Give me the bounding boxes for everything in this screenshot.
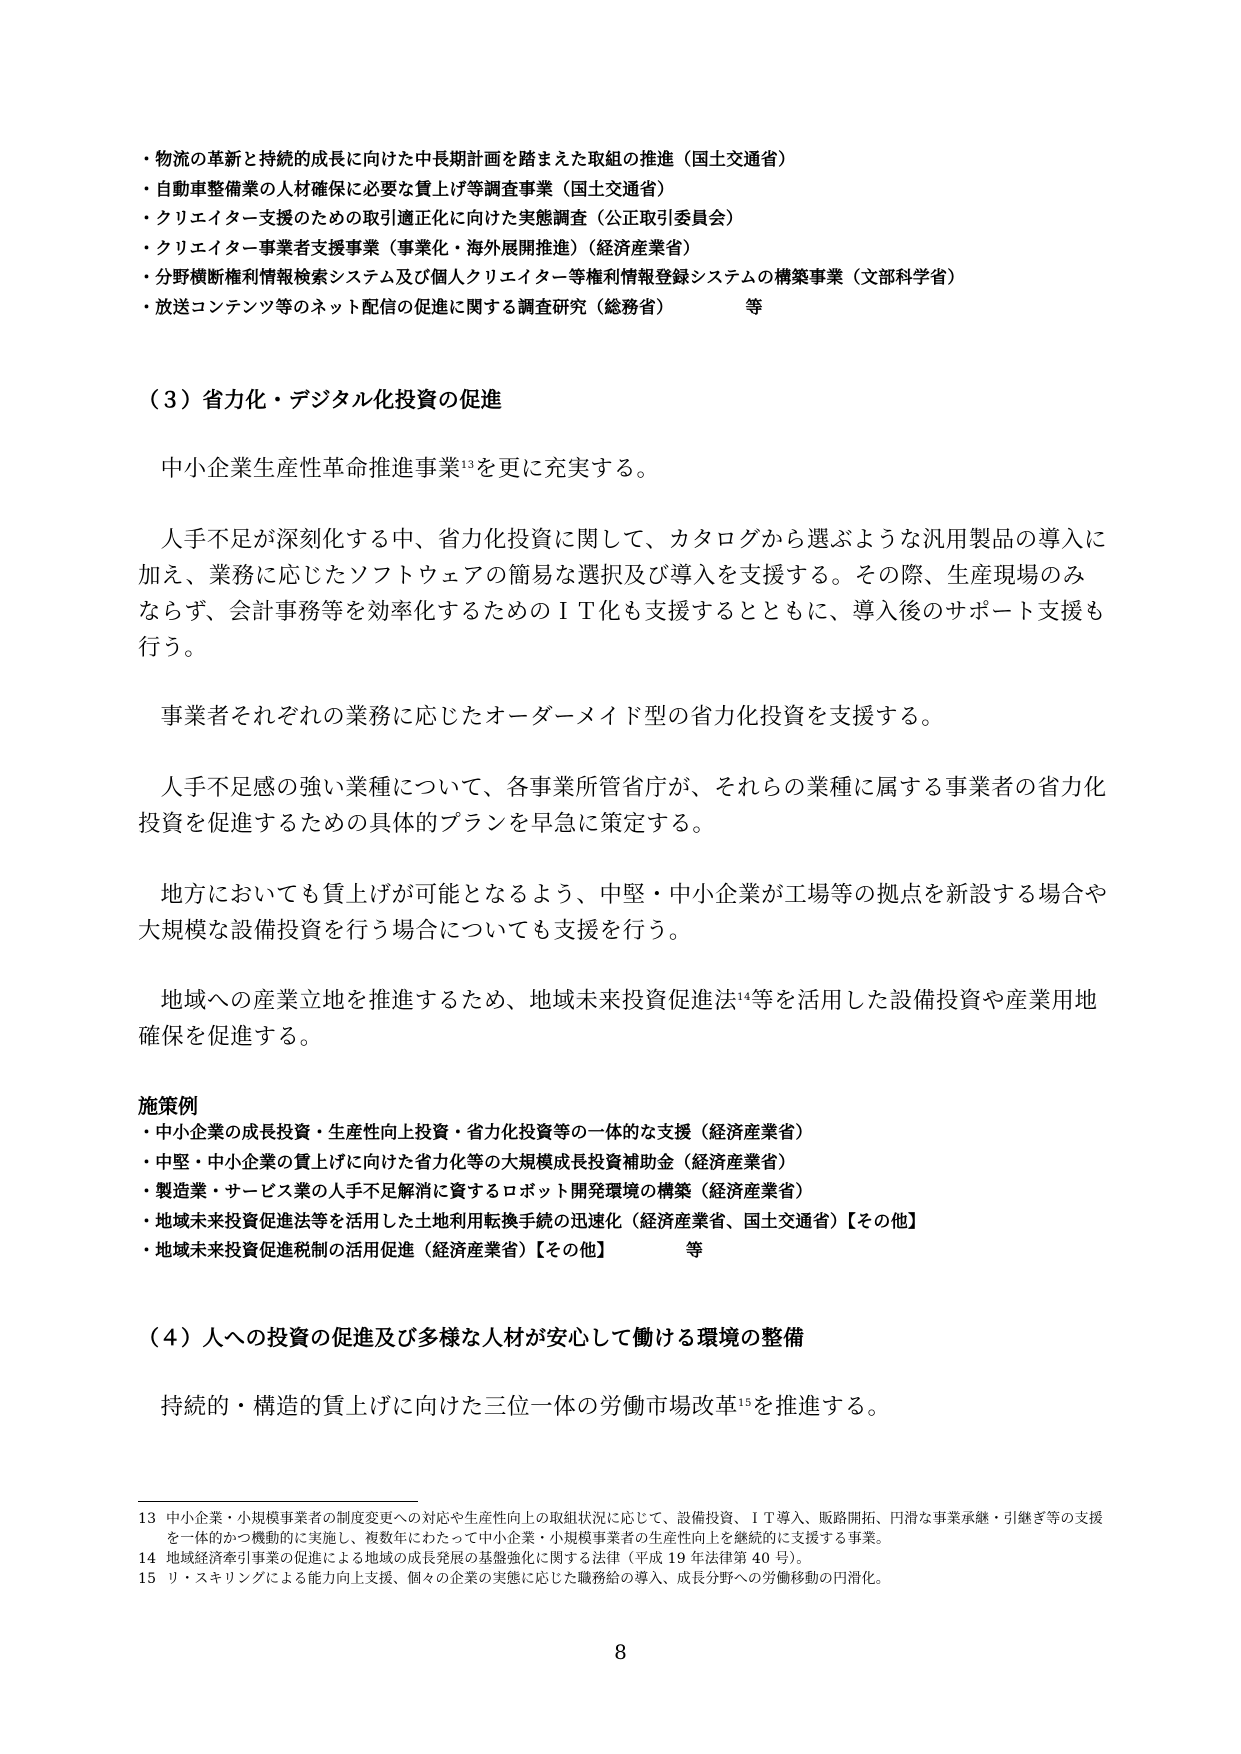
section-3-paragraph-5	[138, 877, 1108, 949]
list-item: ・製造業・サービス業の人手不足解消に資するロボット開発環境の構築（経済産業省）	[138, 1182, 813, 1202]
footnote-text: リ・スキリングによる能力向上支援、個々の企業の実態に応じた職務給の導入、成長分野への労働移動の円滑化。	[166, 1571, 890, 1587]
examples-label: 施策例	[138, 1094, 198, 1118]
section-3-paragraph-2	[138, 522, 1108, 666]
footnotes	[138, 1509, 1103, 1589]
footnote-text: 中小企業・小規模事業者の制度変更への対応や生産性向上の取組状況に応じて、設備投資、ＩＴ導入、販路開拓、円滑な事業承継・引継ぎ等の支援を一体的かつ機動的に実施し、複数年にわたって中小企業・小規模事業者の生産性向上を継続的に支援する事業。	[166, 1511, 1103, 1547]
footnote-text: 地域経済牽引事業の促進による地域の成長発展の基盤強化に関する法律（平成 19 年法律第 40 号）。	[166, 1551, 811, 1567]
page-number: 8	[614, 1640, 627, 1664]
list-item-text: ・地域未来投資促進税制の活用促進（経済産業省）【その他】	[138, 1241, 614, 1261]
paragraph-text: 持続的・構造的賃上げに向けた三位一体の労働市場改革	[160, 1394, 739, 1420]
paragraph-text: 事業者それぞれの業務に応じたオーダーメイド型の省力化投資を支援する。	[160, 704, 945, 730]
list-item: ・中小企業の成長投資・生産性向上投資・省力化投資等の一体的な支援（経済産業省）	[138, 1123, 813, 1143]
section-3-paragraph-6	[138, 983, 1108, 1055]
footnote-number: 13	[138, 1511, 157, 1527]
list-item: ・分野横断権利情報検索システム及び個人クリエイター等権利情報登録システムの構築事業（文部科学省）	[138, 268, 965, 288]
examples-list	[138, 1119, 925, 1267]
list-item: ・自動車整備業の人材確保に必要な賃上げ等調査事業（国土交通省）	[138, 179, 675, 200]
list-item: ・クリエイター支援のための取引適正化に向けた実態調査（公正取引委員会）	[138, 209, 744, 229]
footnote-14	[138, 1549, 1103, 1569]
paragraph-text: 地方においても賃上げが可能となるよう、中堅・中小企業が工場等の拠点を新設する場合や大規模な設備投資を行う場合についても支援を行う。	[138, 882, 1108, 944]
list-item	[138, 294, 965, 324]
list-trailer: 等	[745, 297, 763, 318]
list-item-text: ・放送コンテンツ等のネット配信の促進に関する調査研究（総務省）	[138, 297, 674, 318]
footnote-number: 14	[138, 1551, 157, 1567]
paragraph-text: を更に充実する。	[474, 456, 660, 482]
list-item: ・クリエイター事業者支援事業（事業化・海外展開推進）（経済産業省）	[138, 238, 701, 259]
section-3-paragraph-3	[138, 699, 1108, 735]
footnote-ref-15[interactable]: 15	[738, 1398, 752, 1409]
paragraph-text: 等を活用した設備投資や産業用地確保を促進する。	[138, 988, 1098, 1050]
footnote-15	[138, 1569, 1103, 1589]
section-4-heading: （４）人への投資の促進及び多様な人材が安心して働ける環境の整備	[138, 1326, 805, 1350]
list-item: ・中堅・中小企業の賃上げに向けた省力化等の大規模成長投資補助金（経済産業省）	[138, 1152, 796, 1173]
paragraph-text: を推進する。	[751, 1394, 891, 1420]
paragraph-text: 地域への産業立地を推進するため、地域未来投資促進法	[160, 988, 738, 1014]
list-item: ・物流の革新と持続的成長に向けた中長期計画を踏まえた取組の推進（国土交通省）	[138, 150, 796, 170]
list-item	[138, 1237, 925, 1267]
section-3-paragraph-4	[138, 770, 1108, 842]
section-3-paragraph-1	[138, 451, 1108, 487]
paragraph-text: 人手不足が深刻化する中、省力化投資に関して、カタログから選ぶような汎用製品の導入に加え、業務に応じたソフトウェアの簡易な選択及び導入を支援する。その際、生産現場のみならず、会計事務等を効率化するためのＩＴ化も支援するとともに、導入後のサポート支援も行う。	[138, 527, 1108, 661]
footnote-divider	[138, 1501, 418, 1502]
section-4-paragraph-1	[138, 1389, 1108, 1425]
list-item: ・地域未来投資促進法等を活用した土地利用転換手続の迅速化（経済産業省、国土交通省）【その他】	[138, 1211, 926, 1232]
top-bullet-list	[138, 146, 965, 323]
list-trailer: 等	[685, 1241, 704, 1261]
footnote-ref-14[interactable]: 14	[737, 992, 752, 1003]
footnote-ref-13[interactable]: 13	[460, 460, 475, 471]
paragraph-text: 人手不足感の強い業種について、各事業所管省庁が、それらの業種に属する事業者の省力化投資を促進するための具体的プランを早急に策定する。	[138, 775, 1107, 837]
paragraph-text: 中小企業生産性革命推進事業	[160, 456, 461, 482]
section-3-heading: （３）省力化・デジタル化投資の促進	[138, 388, 503, 412]
footnote-number: 15	[138, 1571, 157, 1587]
footnote-13	[138, 1509, 1103, 1549]
